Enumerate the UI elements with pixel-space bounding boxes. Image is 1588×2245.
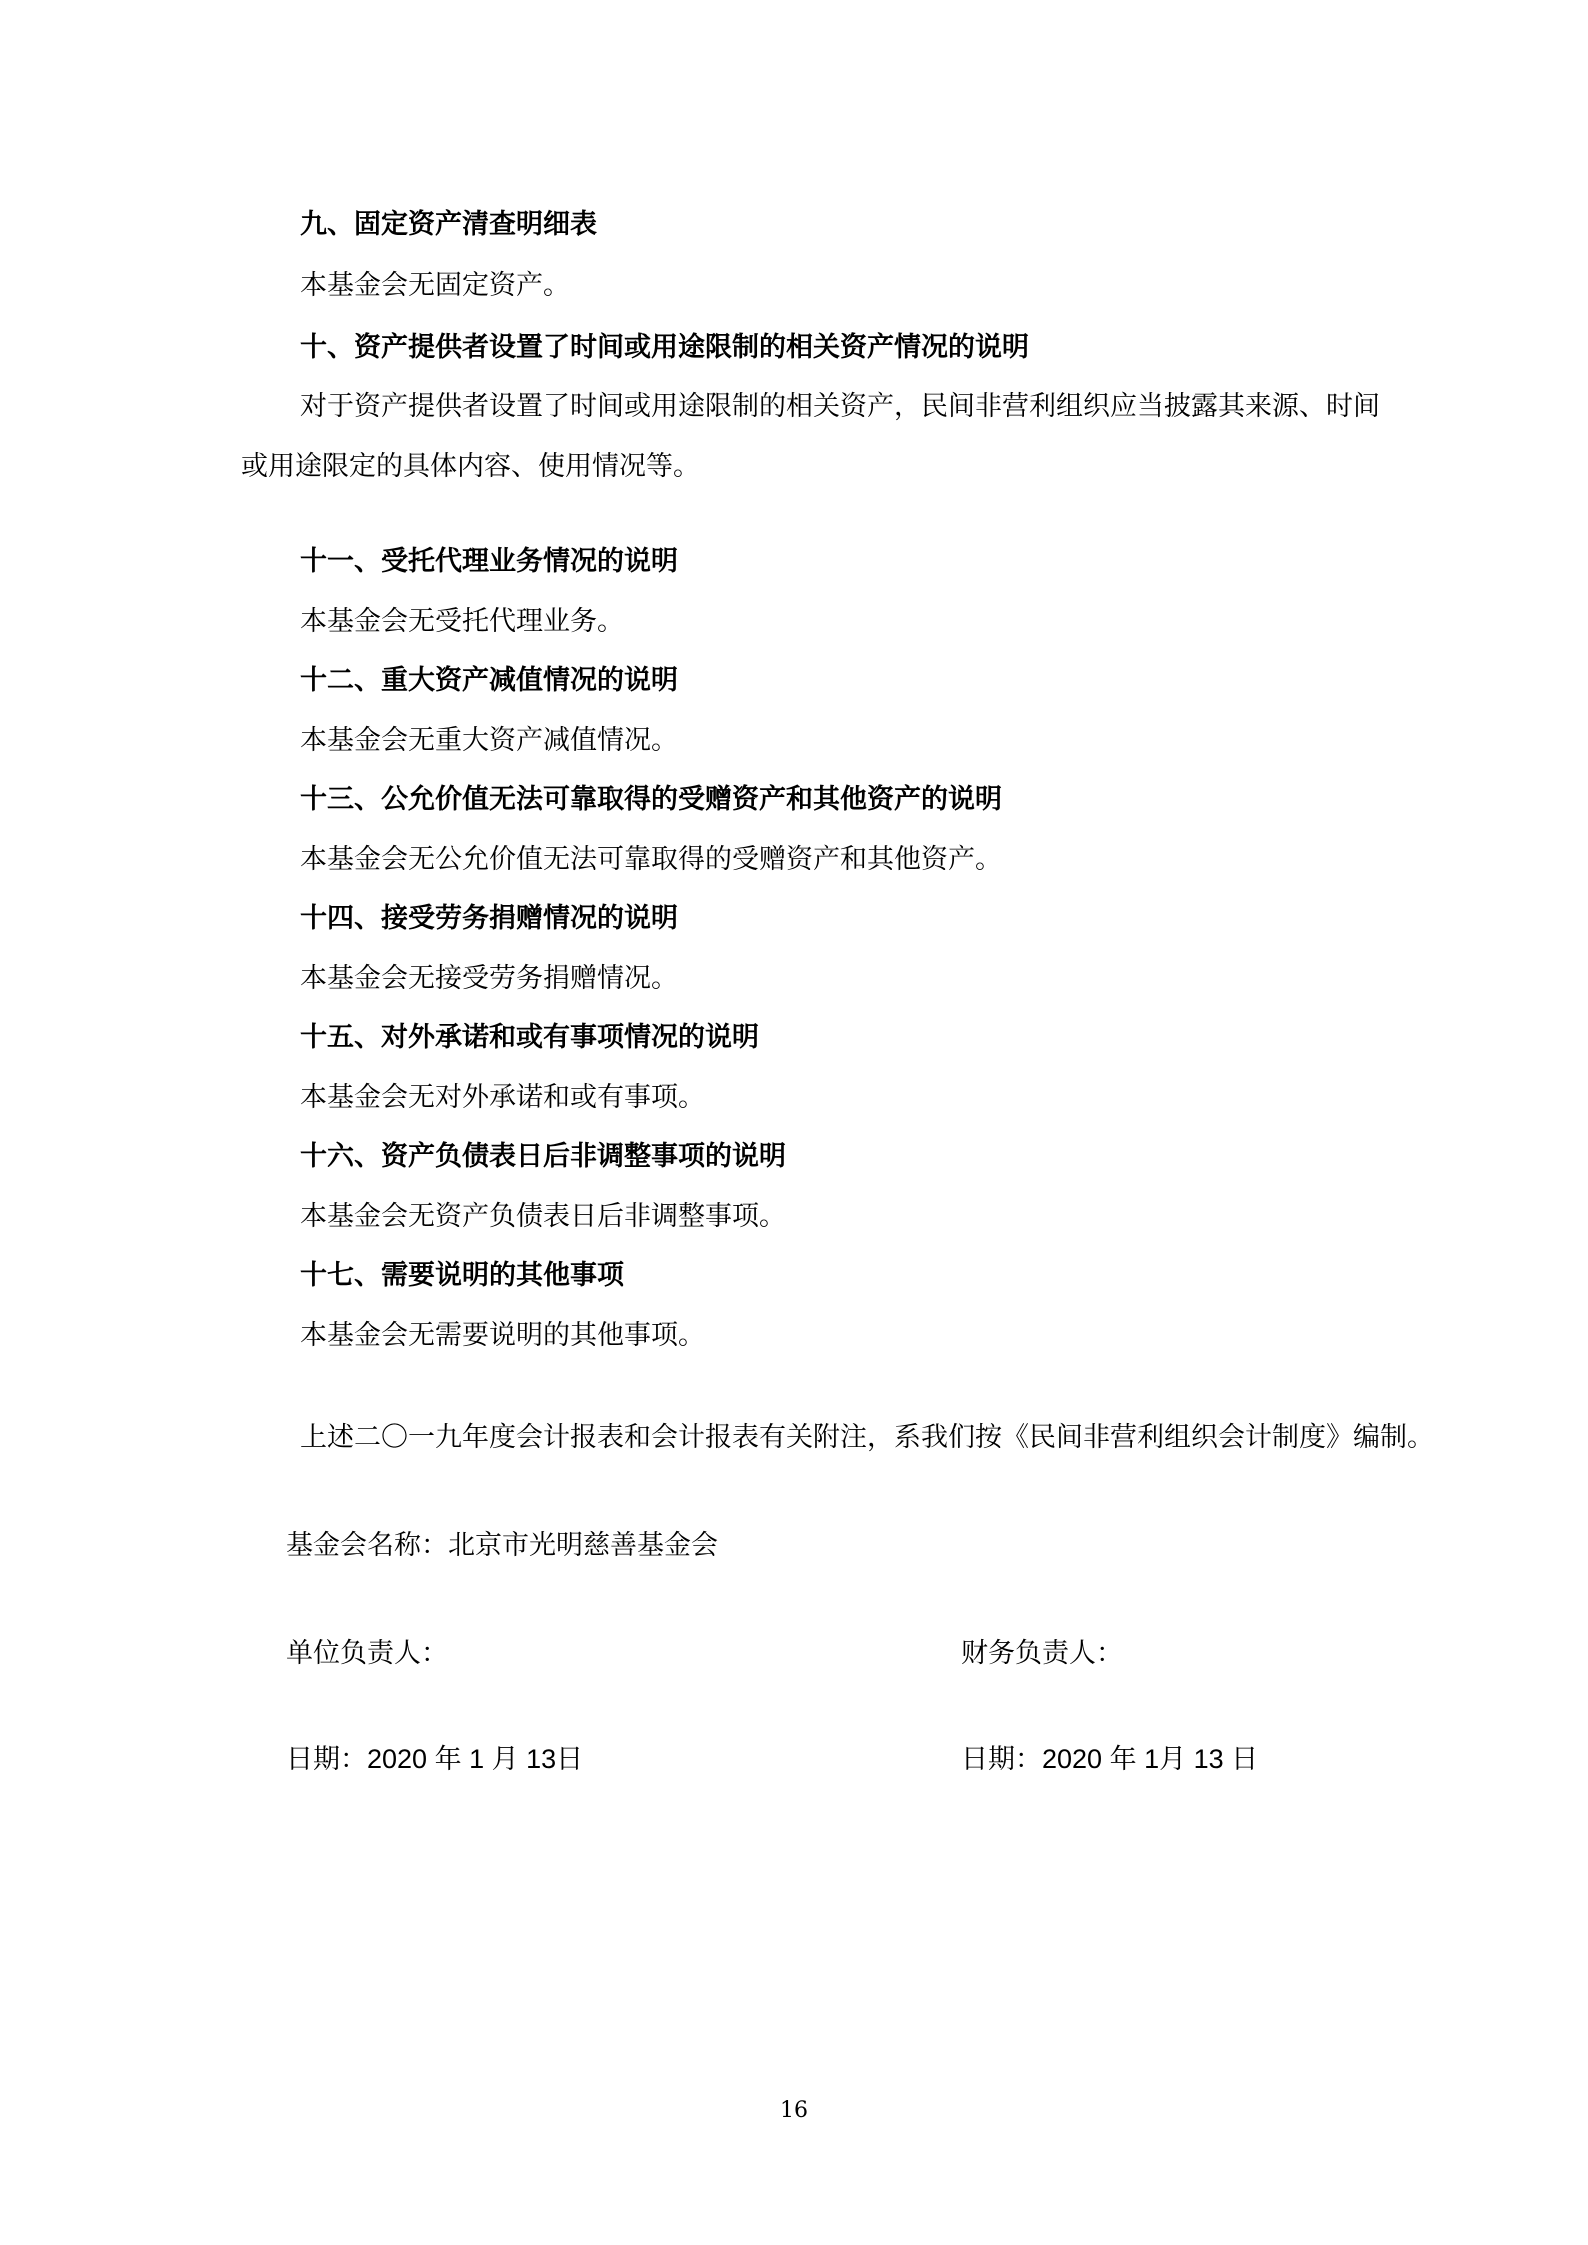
section-body-10-line1: 对于资产提供者设置了时间或用途限制的相关资产，民间非营利组织应当披露其来源、时间 xyxy=(300,391,1380,422)
section-heading-17: 十七、需要说明的其他事项 xyxy=(300,1260,624,1291)
date-right: 日期：2020 年 1月 13 日 xyxy=(961,1744,1259,1774)
section-body-14: 本基金会无接受劳务捐赠情况。 xyxy=(300,963,678,994)
section-body-16: 本基金会无资产负债表日后非调整事项。 xyxy=(300,1201,786,1232)
section-body-13: 本基金会无公允价值无法可靠取得的受赠资产和其他资产。 xyxy=(300,844,1002,875)
section-heading-9: 九、固定资产清查明细表 xyxy=(300,209,597,240)
section-heading-14: 十四、接受劳务捐赠情况的说明 xyxy=(300,903,678,934)
page-number: 16 xyxy=(780,2098,808,2123)
section-heading-11: 十一、受托代理业务情况的说明 xyxy=(300,546,678,577)
closing-statement: 上述二〇一九年度会计报表和会计报表有关附注，系我们按《民间非营利组织会计制度》编制。 xyxy=(300,1422,1434,1453)
section-body-15: 本基金会无对外承诺和或有事项。 xyxy=(300,1082,705,1113)
section-heading-15: 十五、对外承诺和或有事项情况的说明 xyxy=(300,1022,759,1053)
section-heading-12: 十二、重大资产减值情况的说明 xyxy=(300,665,678,696)
finance-head-signature: 财务负责人： xyxy=(961,1638,1123,1669)
foundation-name: 基金会名称：北京市光明慈善基金会 xyxy=(286,1530,718,1561)
section-heading-16: 十六、资产负债表日后非调整事项的说明 xyxy=(300,1141,786,1172)
section-body-12: 本基金会无重大资产减值情况。 xyxy=(300,725,678,756)
unit-head-signature: 单位负责人： xyxy=(286,1638,448,1669)
section-body-9: 本基金会无固定资产。 xyxy=(300,270,570,301)
date-left: 日期：2020 年 1 月 13日 xyxy=(286,1744,584,1774)
section-heading-10: 十、资产提供者设置了时间或用途限制的相关资产情况的说明 xyxy=(300,332,1029,363)
section-heading-13: 十三、公允价值无法可靠取得的受赠资产和其他资产的说明 xyxy=(300,784,1002,815)
section-body-17: 本基金会无需要说明的其他事项。 xyxy=(300,1320,705,1351)
section-body-11: 本基金会无受托代理业务。 xyxy=(300,606,624,637)
section-body-10-line2: 或用途限定的具体内容、使用情况等。 xyxy=(241,451,700,482)
